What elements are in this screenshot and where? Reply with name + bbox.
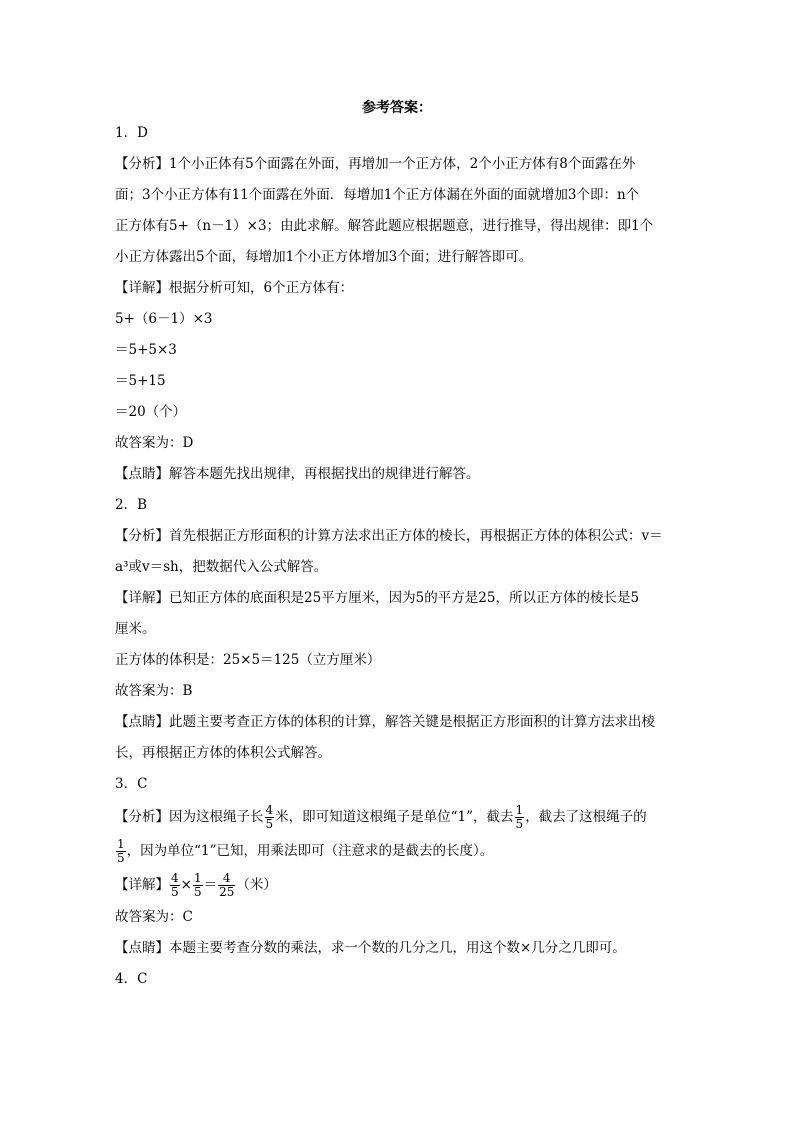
fraction-four-fifths: $\frac{4}{5}$: [265, 803, 274, 831]
q2-note-line: 【点睛】此题主要考查正方体的体积的计算，解答关键是根据正方形面积的计算方法求出棱: [115, 714, 655, 730]
q3-detail-label: 【详解】: [115, 877, 169, 893]
q2-note-line: 长，再根据正方体的体积公式解答。: [115, 745, 331, 761]
q2-answer: 2．B: [115, 497, 148, 513]
q2-conclusion: 故答案为：B: [115, 683, 193, 699]
q1-analysis-line: 面；3个小正方体有11个面露在外面．每增加1个正方体漏在外面的面就增加3个即：n个: [115, 187, 640, 203]
q2-step: 正方体的体积是：25×5＝125（立方厘米）: [115, 652, 381, 668]
q2-analysis-line: 【分析】首先根据正方形面积的计算方法求出正方体的棱长，再根据正方体的体积公式：v＝: [115, 528, 663, 544]
q3-note: 【点睛】本题主要考查分数的乘法，求一个数的几分之几，用这个数×几分之几即可。: [115, 940, 626, 956]
equals-sign: ＝: [203, 877, 218, 893]
q2-analysis-line: a³或v＝sh，把数据代入公式解答。: [115, 559, 328, 575]
fraction-one-fifth: $\frac{1}{5}$: [193, 871, 202, 899]
q3-conclusion: 故答案为：C: [115, 909, 193, 925]
fraction-four-twentyfifths: $\frac{4}{25}$: [219, 871, 235, 899]
q1-step: 5+（6－1）×3: [115, 311, 213, 327]
q2-detail-line: 厘米。: [115, 621, 156, 637]
q3-analysis-line: [115, 834, 685, 868]
times-sign: ×: [180, 877, 192, 893]
q1-conclusion: 故答案为：D: [115, 435, 194, 451]
q1-step: ＝20（个）: [115, 404, 187, 420]
fraction-one-fifth: $\frac{1}{5}$: [515, 803, 524, 831]
q2-detail-line: 【详解】已知正方体的底面积是25平方厘米，因为5的平方是25，所以正方体的棱长是5: [115, 590, 640, 606]
q3-analysis-text: ，因为单位“1”已知，用乘法即可（注意求的是截去的长度）。: [126, 843, 494, 859]
q3-analysis-text: ，截去了这根绳子的: [525, 809, 647, 825]
q1-step: ＝5+15: [115, 373, 166, 389]
q3-analysis-text: 米，即可知道这根绳子是单位“1”，截去: [275, 809, 514, 825]
q3-analysis-text: 【分析】因为这根绳子长: [115, 809, 264, 825]
fraction-four-fifths: $\frac{4}{5}$: [171, 871, 179, 899]
fraction-one-fifth: $\frac{1}{5}$: [117, 837, 125, 865]
q1-step: ＝5+5×3: [115, 342, 177, 358]
q1-analysis-line: 小正方体露出5个面，每增加1个小正方体增加3个面；进行解答即可。: [115, 249, 533, 265]
q3-detail-line: [115, 868, 685, 902]
q3-analysis-line: [115, 800, 685, 834]
unit-label: （米）: [236, 877, 277, 893]
page-title: 参考答案：: [362, 100, 432, 116]
q3-answer: 3．C: [115, 776, 148, 792]
q1-note: 【点睛】解答本题先找出规律，再根据找出的规律进行解答。: [115, 466, 480, 482]
q1-detail: 【详解】根据分析可知，6个正方体有：: [115, 280, 354, 296]
q1-answer: 1．D: [115, 125, 148, 141]
q4-answer: 4．C: [115, 971, 148, 987]
q1-analysis-line: 【分析】1个小正体有5个面露在外面，再增加一个正方体，2个小正方体有8个面露在外: [115, 156, 636, 172]
answer-content: [115, 118, 685, 995]
q1-analysis-line: 正方体有5+（n－1）×3；由此求解。解答此题应根据题意，进行推导，得出规律：即1个: [115, 218, 654, 234]
